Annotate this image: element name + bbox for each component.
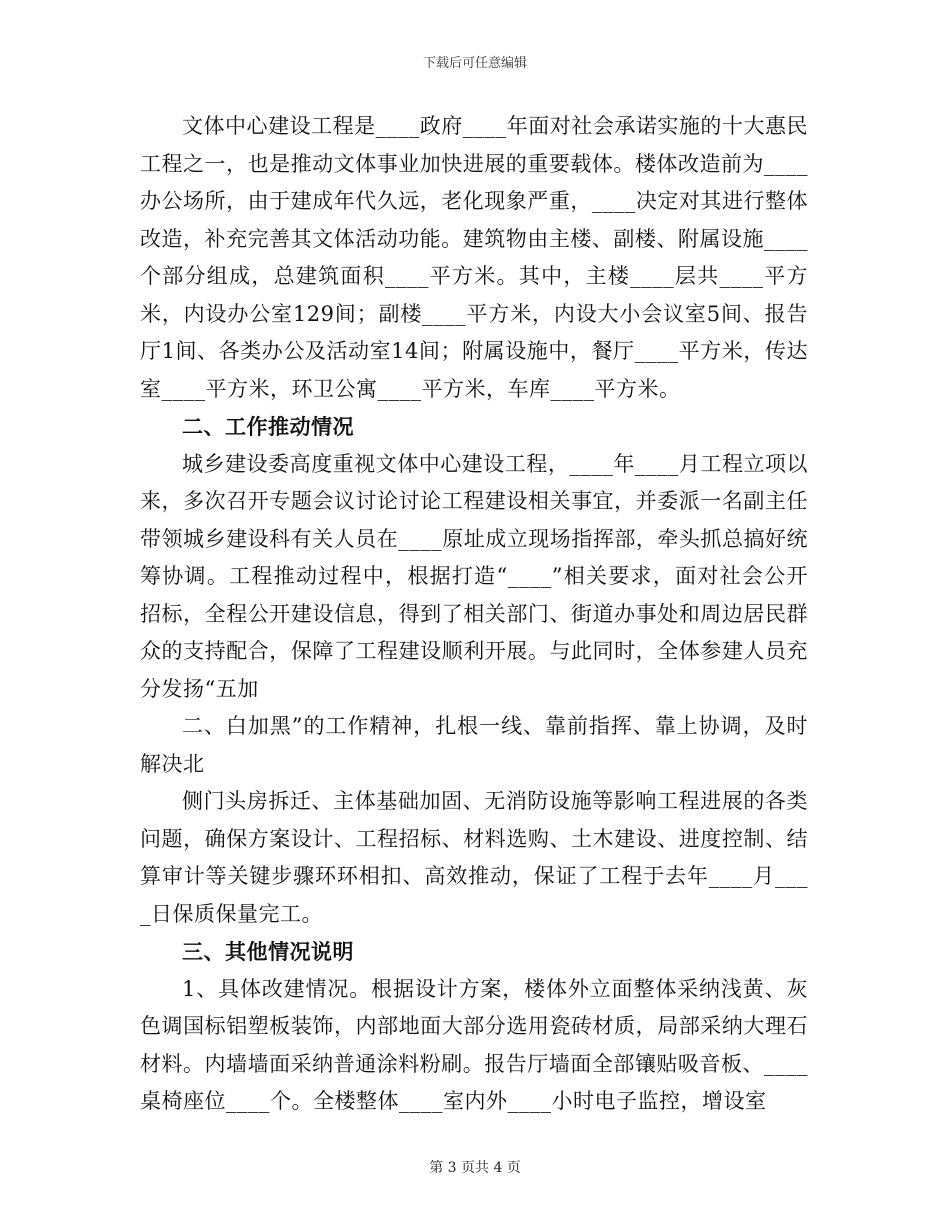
paragraph-work-progress: 城乡建设委高度重视文体中心建设工程，____年____月工程立项以来，多次召开专题会议讨论讨论工程建设相关事宜，并委派一名副主任带领城乡建设科有关人员在____原址成立现场指挥部，牵头抓总搞好统筹协调。工程推动过程中，根据打造“____”相关要求，面对社会公开招标，全程公开建设信息，得到了相关部门、街道办事处和周边居民群众的支持配合，保障了工程建设顺利开展。与此同时，全体参建人员充分发扬“五加: [140, 451, 808, 701]
section-heading-work-progress: 二、工作推动情况: [182, 414, 354, 439]
paragraph-project-overview: 文体中心建设工程是____政府____年面对社会承诺实施的十大惠民工程之一，也是推动文体事业加快进展的重要载体。楼体改造前为____办公场所，由于建成年代久远，老化现象严重，____决定对其进行整体改造，补充完善其文体活动功能。建筑物由主楼、副楼、附属设施____个部分组成，总建筑面积____平方米。其中，主楼____层共____平方米，内设办公室129间；副楼____平方米，内设大小会议室5间、报告厅1间、各类办公及活动室14间；附属设施中，餐厅____平方米，传达室____平方米，环卫公寓____平方米，车库____平方米。: [140, 114, 808, 401]
paragraph-work-spirit: 二、白加黑”的工作精神，扎根一线、靠前指挥、靠上协调，及时解决北: [140, 714, 808, 776]
paragraph-problem-solving: 侧门头房拆迁、主体基础加固、无消防设施等影响工程进展的各类问题，确保方案设计、工程招标、材料选购、土木建设、进度控制、结算审计等关键步骤环环相扣、高效推动，保证了工程于去年____月____日保质保量完工。: [140, 789, 808, 926]
page-number: 第 3 页共 4 页: [429, 1160, 521, 1176]
page-header: 下载后可任意编辑: [422, 56, 527, 71]
paragraph-renovation-details: 1、具体改建情况。根据设计方案，楼体外立面整体采纳浅黄、灰色调国标铝塑板装饰，内部地面大部分选用瓷砖材质，局部采纳大理石材料。内墙墙面采纳普通涂料粉刷。报告厅墙面全部镶贴吸音板、____桌椅座位____个。全楼整体____室内外____小时电子监控，增设室: [140, 976, 808, 1113]
document-body: [140, 108, 808, 1121]
section-heading-other-notes: 三、其他情况说明: [182, 939, 354, 964]
